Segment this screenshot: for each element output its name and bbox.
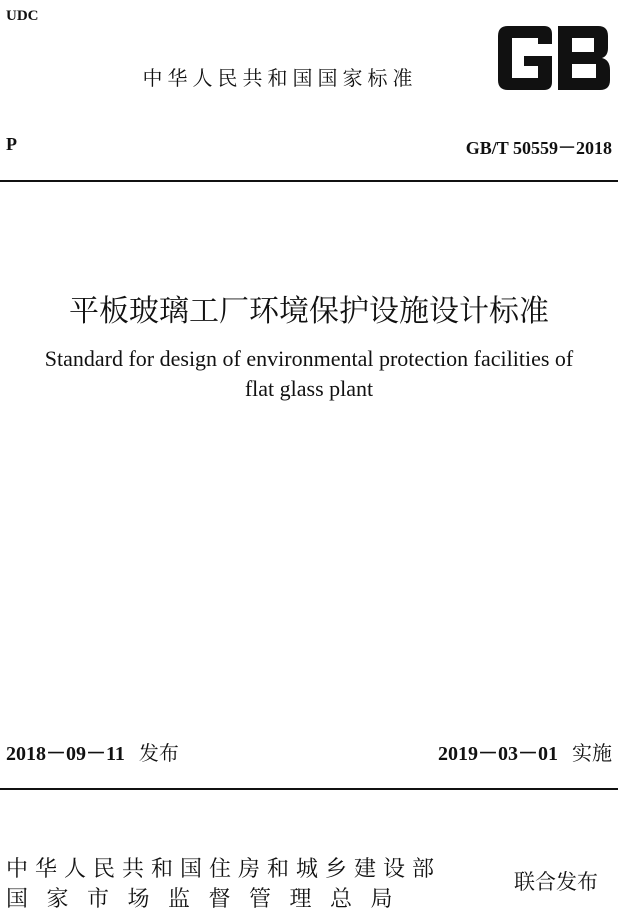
issue-date-block <box>6 737 179 766</box>
implement-date: 2019－03－01 <box>438 743 558 765</box>
gb-logo <box>492 22 614 94</box>
title-chinese: 平板玻璃工厂环境保护设施设计标准 <box>69 294 549 329</box>
implement-label: 实施 <box>572 741 612 765</box>
national-standard-heading: 中华人民共和国国家标准 <box>142 66 418 90</box>
title-english-line2: flat glass plant <box>244 376 374 401</box>
joint-publication-label: 联合发布 <box>514 870 598 894</box>
issuer-administration: 国家市场监督管理总局 <box>6 887 412 912</box>
issue-date: 2018－09－11 <box>6 743 125 765</box>
footer-divider <box>0 788 618 790</box>
header-divider <box>0 180 618 182</box>
implement-date-block <box>438 737 612 766</box>
standard-number: GB/T 50559－2018 <box>465 138 612 158</box>
issue-label: 发布 <box>138 741 179 765</box>
classification-code: P <box>6 134 17 154</box>
title-english-line1: Standard for design of environmental protection facilities of <box>44 346 574 371</box>
issuer-ministry: 中华人民共和国住房和城乡建设部 <box>6 857 442 882</box>
udc-label: UDC <box>6 8 39 24</box>
